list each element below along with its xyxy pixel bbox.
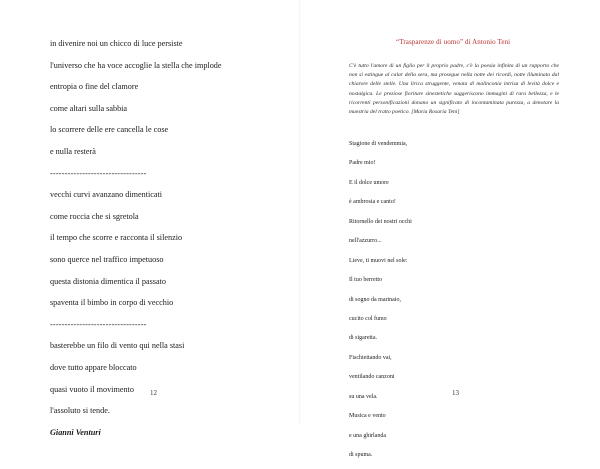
poem-line: di sogno da marinaio,: [349, 296, 401, 303]
poem-line: Lieve, ti muovi nel sole:: [349, 257, 408, 264]
poem-right: [349, 139, 559, 469]
poem-line: quasi vuoto il movimento: [50, 384, 134, 394]
poem-line: di spuma.: [349, 452, 373, 458]
poem-line: Padre mio!: [349, 160, 376, 167]
poem-line: su una vela.: [349, 393, 378, 400]
poem-line: lo scorrere delle ere cancella le cose: [50, 125, 169, 135]
section-separator: ---------------------------------: [50, 319, 147, 329]
left-page: [0, 0, 300, 437]
section-separator: ---------------------------------: [50, 168, 147, 178]
poem-line: vecchi curvi avanzano dimenticati: [50, 190, 163, 200]
poem-author: Gianni Venturi: [50, 427, 101, 437]
poem-line: Fischiettando vai,: [349, 354, 392, 361]
poem-line: è ambrosia e canto!: [349, 199, 396, 206]
poem-line: entropia o fine del clamore: [50, 82, 139, 92]
poem-line: l'universo che ha voce accoglie la stella che implode: [50, 60, 222, 70]
poem-line: dove tutto appare bloccato: [50, 362, 137, 372]
poem-line: Ritornello dei nostri occhi: [349, 218, 412, 225]
poem-preface: C'è tutto l'amore di un figlio per il proprio padre, c'è la poesia infinita di un rapporto che non si estingue al calar della sera, ma prosegue nella notte dei ricordi, notte illuminata dal chiarore delle stelle. Una lirica struggente, venata di malinconia intrisa di levità dolce e nostalgica. Le preziose fioriture sinestetiche suggeriscono immagini di rara bellezza, e le ricorrenti personificazioni donano un significato di incontaminata purezza, a denotare la maestria del tratto poetico. [Maria Rosaria Teni]: [349, 63, 559, 116]
poem-line: come altari sulla sabbia: [50, 103, 128, 113]
poem-line: e una ghirlanda: [349, 432, 386, 439]
poem-line: cucito col fumo: [349, 315, 387, 322]
right-page: [300, 0, 600, 458]
poem-left: [50, 38, 290, 448]
poem-line: il tempo che scorre e racconta il silenzio: [50, 233, 183, 243]
poem-line: di sigaretta.: [349, 335, 377, 342]
poem-line: Il tuo berretto: [349, 277, 382, 284]
poem-line: basterebbe un filo di vento qui nella stasi: [50, 341, 185, 351]
poem-title: “Trasparenze di uomo” di Antonio Teni: [396, 38, 511, 46]
poem-line: sono querce nel traffico impetuoso: [50, 254, 164, 264]
poem-line: l'assoluto si tende.: [50, 406, 110, 416]
poem-line: come roccia che si sgretola: [50, 211, 139, 221]
page-number-left: 12: [150, 389, 157, 397]
poem-line: spaventa il bimbo in corpo di vecchio: [50, 298, 174, 308]
poem-line: nell'azzurro...: [349, 238, 382, 245]
poem-line: Musica e vento: [349, 413, 386, 420]
poem-line: ventilando canzoni: [349, 374, 395, 381]
poem-line: e nulla resterà: [50, 146, 96, 156]
poem-line: questa distonia dimentica il passato: [50, 276, 166, 286]
page-number-right: 13: [452, 389, 459, 397]
poem-line: E il dolce umore: [349, 179, 389, 186]
poem-line: in divenire noi un chicco di luce persiste: [50, 39, 183, 48]
poem-line: Stagione di vendemmia,: [349, 141, 408, 147]
